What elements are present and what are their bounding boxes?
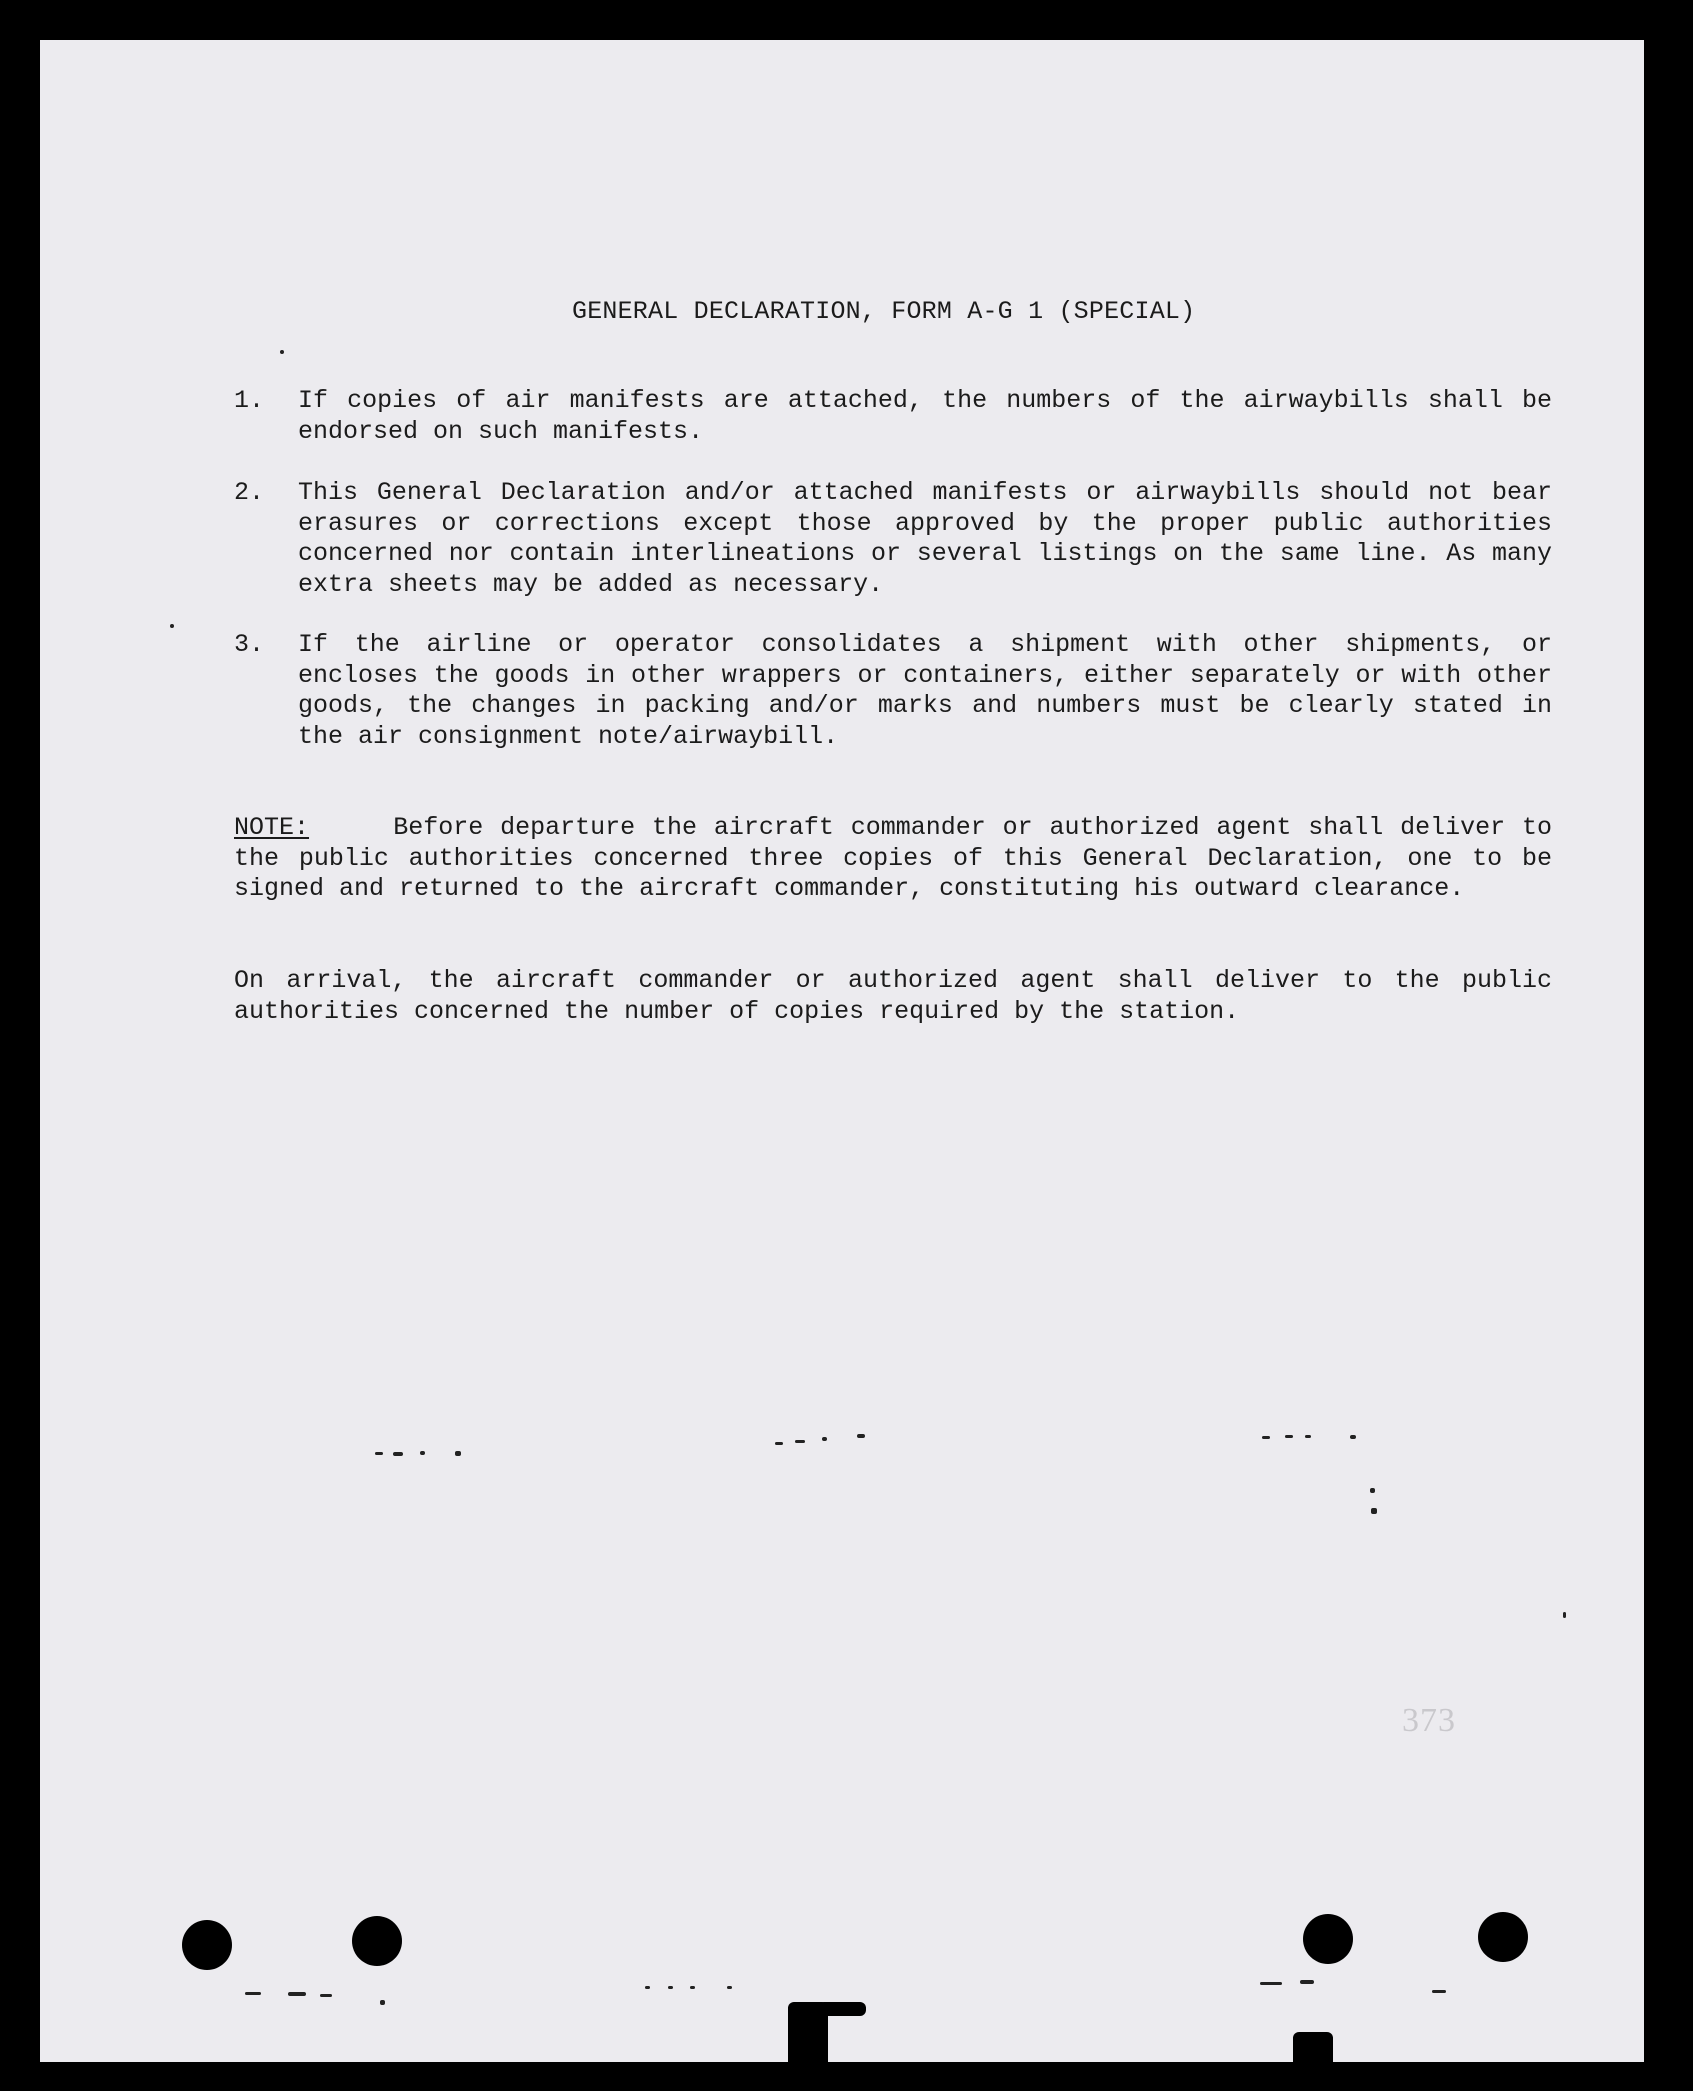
scan-speck <box>775 1442 783 1445</box>
scan-speck <box>668 1986 673 1989</box>
scan-speck <box>420 1451 425 1455</box>
note-label: NOTE: <box>234 813 310 842</box>
scan-speck <box>170 624 174 628</box>
page-number: 373 <box>1402 1702 1456 1739</box>
scan-speck <box>1305 1435 1311 1438</box>
punch-hole <box>182 1920 232 1970</box>
list-item-number: 1. <box>234 386 265 415</box>
scan-speck <box>857 1434 865 1438</box>
scan-speck <box>1370 1488 1375 1493</box>
scan-speck <box>1300 1980 1314 1984</box>
arrival-paragraph: On arrival, the aircraft commander or authorized agent shall deliver to the public authorities concerned the number of copies required by the station. <box>234 966 1552 1026</box>
scan-speck <box>280 350 284 354</box>
list-item-text: This General Declaration and/or attached manifests or airwaybills should not bear erasures or corrections except those approved by the proper public authorities concerned nor contain interlineations or several listings on the same line. As many extra sheets may be added as necessary. <box>298 478 1552 599</box>
punch-hole <box>1303 1914 1353 1964</box>
punch-hole <box>352 1916 402 1966</box>
scan-speck <box>795 1440 805 1443</box>
list-item-text: If copies of air manifests are attached, the numbers of the airwaybills shall be endorsed on such manifests. <box>298 386 1552 446</box>
scan-speck <box>1432 1990 1446 1993</box>
scan-speck <box>375 1452 383 1455</box>
scan-speck <box>455 1451 461 1456</box>
scan-speck <box>380 2000 385 2005</box>
scan-speck <box>1262 1436 1270 1439</box>
list-item-number: 2. <box>234 478 265 507</box>
note-text: Before departure the aircraft commander or authorized agent shall deliver to the public authorities concerned three copies of this General Declaration, one to be signed and returned to the aircraft commander, constituting his outward clearance. <box>234 813 1552 903</box>
list-item-number: 3. <box>234 630 265 659</box>
scan-speck <box>1350 1435 1356 1439</box>
scan-speck <box>288 1992 306 1996</box>
note-paragraph <box>234 813 1552 905</box>
scan-speck <box>1563 1612 1566 1618</box>
scan-speck <box>822 1437 827 1441</box>
binding-notch <box>1293 2032 1333 2062</box>
list-item-text: If the airline or operator consolidates a shipment with other shipments, or encloses the goods in other wrappers or containers, either separately or with other goods, the changes in packing and/or marks and numbers must be clearly stated in the air consignment note/airwaybill. <box>298 630 1552 751</box>
scan-speck <box>245 1992 261 1995</box>
scan-speck <box>1371 1508 1377 1514</box>
scan-speck <box>1260 1982 1282 1985</box>
scan-speck <box>727 1986 732 1989</box>
paper-sheet <box>40 40 1644 2062</box>
punch-hole <box>1478 1912 1528 1962</box>
scan-speck <box>645 1986 650 1989</box>
scan-speck <box>1285 1435 1293 1438</box>
scan-speck <box>393 1452 403 1456</box>
scan-speck <box>320 1994 332 1997</box>
scan-speck <box>690 1986 695 1989</box>
document-title: GENERAL DECLARATION, FORM A-G 1 (SPECIAL) <box>572 297 1196 326</box>
binding-notch <box>818 2002 866 2016</box>
